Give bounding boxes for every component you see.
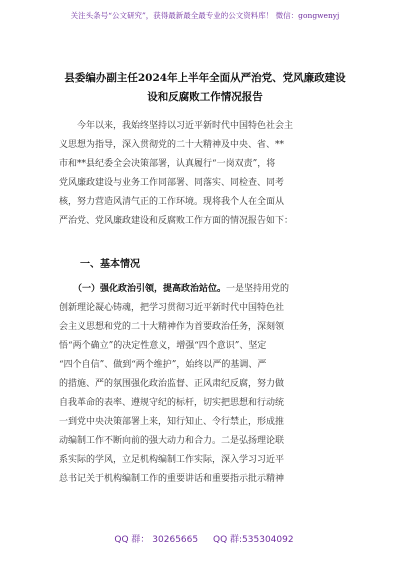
- intro-line: 严治党、党风廉政建设和反腐败工作方面的情况报告如下：: [59, 216, 294, 226]
- body-line: 动编制工作不断向前的强大动力和合力。二是弘扬理论联: [59, 436, 285, 446]
- section-heading: 一、基本情况: [80, 259, 140, 270]
- body-line: 系实际的学风，立足机构编制工作实际，深入学习习近平: [59, 455, 285, 465]
- sub-heading: （一）强化政治引领，提高政治站位。: [73, 284, 227, 294]
- intro-line: 核，努力营造风清气正的工作环境。现将我个人在全面从: [59, 197, 285, 207]
- intro-line: 今年以来，我始终坚持以习近平新时代中国特色社会主: [77, 121, 294, 131]
- body-line: 的措施、严的氛围强化政治监督、正风肃纪反腐，努力做: [59, 379, 285, 389]
- footer: [0, 532, 408, 545]
- body-first-line: [59, 280, 352, 299]
- body-line: “四个自信”、做到“两个维护”，始终以严的基调、严: [59, 360, 267, 370]
- body-line: 自我革命的表率、遵规守纪的标杆，切实把思想和行动统: [59, 398, 285, 408]
- body-line: 一到党中央决策部署上来，知行知止、令行禁止，形成推: [59, 417, 285, 427]
- body-paragraph: [59, 280, 352, 489]
- header-notice: 关注头条号“公文研究”，获得最新最全最专业的公文资料库！ 微信：gongwenyj: [70, 11, 340, 20]
- body-line: 悟“两个确立”的决定性意义，增强“四个意识”、坚定: [59, 341, 267, 351]
- intro-line: 市和**县纪委全会决策部署，认真履行“一岗双责”，将: [59, 159, 276, 169]
- footer-qq-group-1: QQ 群： 30265665: [114, 535, 199, 545]
- document-title-line-1: 县委编办副主任2024年上半年全面从严治党、党风廉政建设: [64, 72, 346, 84]
- footer-qq-group-2: QQ 群:535304092: [212, 535, 294, 545]
- body-line: 创新理论凝心铸魂，把学习贯彻习近平新时代中国特色社: [59, 303, 285, 313]
- intro-line: 党风廉政建设与业务工作同部署、同落实、同检查、同考: [59, 178, 285, 188]
- sub-first-line-rest: 一是坚持用党的: [226, 284, 290, 294]
- intro-line: 义思想为指导，深入贯彻党的二十大精神及中央、省、**: [59, 140, 285, 150]
- document-title-line-2: 设和反腐败工作情况报告: [147, 91, 263, 103]
- body-line: 会主义思想和党的二十大精神作为首要政治任务，深刻领: [59, 322, 285, 332]
- intro-paragraph: [59, 117, 352, 231]
- body-line: 总书记关于机构编制工作的重要讲话和重要指示批示精神: [59, 474, 285, 484]
